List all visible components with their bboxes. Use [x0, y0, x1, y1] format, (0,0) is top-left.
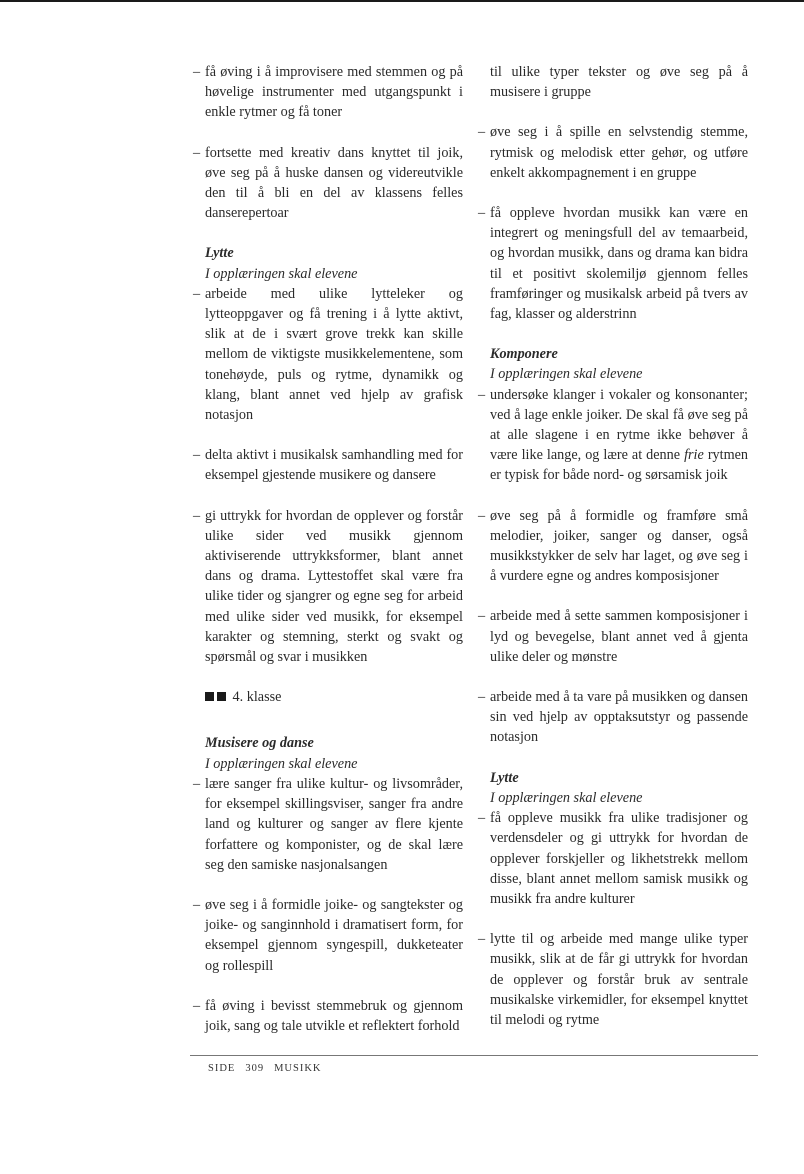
list-item: – fortsette med kreativ dans knyttet til joik, øve seg på å huske dansen og videreutvikle den til å bli en del av klassens felles danserepertoar: [193, 144, 463, 222]
section-heading-lytte: Lytte: [205, 245, 234, 262]
list-item-continuation: til ulike typer tekster og øve seg på å musisere i gruppe: [490, 64, 748, 101]
list-item: – øve seg i å formidle joike- og sangtekster og joike- og sanginnhold i dramatisert form, for eksempel gjennom syngespill, dukketeater og rollespill: [193, 896, 463, 974]
list-item: – få oppleve hvordan musikk kan være en integrert og meningsfull del av temaarbeid, og hvordan musikk, dans og drama kan bidra til et positivt skolemiljø gjennom felles framføringer og musikalsk arbeid på tvers av fag, klasser og alderstrinn: [478, 205, 748, 323]
list-item: – få øving i å improvisere med stemmen og på høvelige instrumenter med utgangspunkt i enkle rytmer og få toner: [193, 64, 463, 121]
list-item: – arbeide med å ta vare på musikken og dansen sin ved hjelp av opptaksutstyr og passende notasjon: [478, 689, 748, 746]
grade-label: 4. klasse: [193, 687, 463, 707]
list-item: – delta aktivt i musikalsk samhandling med for eksempel gjestende musikere og dansere: [193, 447, 463, 484]
square-bullet-icon: [205, 692, 214, 701]
list-item: – øve seg på å formidle og framføre små melodier, joiker, sanger og danser, også musikkstykker de selv har laget, og øve seg i å vurdere egne og andres komposisjoner: [478, 507, 748, 585]
section-subheading: I opplæringen skal elevene: [490, 789, 643, 806]
footer-rule: [190, 1055, 758, 1056]
list-item: – arbeide med å sette sammen komposisjoner i lyd og bevegelse, blant annet ved å gjenta ulike deler og mønstre: [478, 608, 748, 665]
list-item: – øve seg i å spille en selvstendig stemme, rytmisk og melodisk etter gehør, og utføre enkelt akkompagnement i en gruppe: [478, 124, 748, 181]
top-border: [0, 0, 804, 2]
list-item: – lytte til og arbeide med mange ulike typer musikk, slik at de får gi uttrykk for hvordan de opplever og forstår bruk av sentrale musikalske virkemidler, for eksempel knyttet til melodi og rytme: [478, 931, 748, 1028]
list-item: – få øving i bevisst stemmebruk og gjennom joik, sang og tale utvikle et reflektert forhold: [193, 997, 463, 1034]
footer-side-label: SIDE: [208, 1063, 236, 1074]
section-subheading: I opplæringen skal elevene: [205, 265, 358, 282]
left-column: [193, 62, 463, 1036]
list-item: – gi uttrykk for hvordan de opplever og forstår ulike sider ved musikk gjennom aktiviserende uttrykksformer, blant annet dans og drama. Lyttestoffet skal være fra ulike tider og sjangrer og egne seg for arbeid med ulike sider ved musikk, for eksempel karakter og stemning, sterkt og svakt og spørsmål og svar i musikken: [193, 507, 463, 666]
section-heading-musisere: Musisere og danse: [205, 735, 314, 752]
right-column: [478, 62, 748, 1030]
square-bullet-icon: [217, 692, 226, 701]
list-item: – lære sanger fra ulike kultur- og livsområder, for eksempel skillingsviser, sanger fra andre land og kulturer og sanger av flere kjente forfattere og komponister, og de skal lære seg den samiske nasjonalsangen: [193, 775, 463, 873]
section-subheading: I opplæringen skal elevene: [490, 366, 643, 383]
section-subheading: I opplæringen skal elevene: [205, 755, 358, 772]
page-number: 309: [245, 1063, 265, 1074]
section-heading-komponere: Komponere: [490, 346, 558, 363]
footer-section: MUSIKK: [274, 1063, 322, 1074]
page-footer: [208, 1063, 332, 1074]
list-item: – undersøke klanger i vokaler og konsonanter; ved å lage enkle joiker. De skal få øve seg på at alle slagene i en rytme ikke behøver å være like lange, og lære at denne frie rytmen er typisk for både nord- og sørsamisk joik: [478, 386, 748, 484]
list-item: – få oppleve musikk fra ulike tradisjoner og verdensdeler og gi uttrykk for hvordan de opplever forskjeller og likhetstrekk mellom disse, blant annet mellom samisk musikk og musikk fra andre kulturer: [478, 810, 748, 907]
list-item: – arbeide med ulike lytteleker og lytteoppgaver og få trening i å lytte aktivt, slik at de i svært grove trekk kan skille mellom de viktigste musikkelementene, som tonehøyde, puls og rytme, dynamikk og klang, blant annet ved hjelp av grafisk notasjon: [193, 285, 463, 424]
section-heading-lytte: Lytte: [490, 769, 519, 786]
